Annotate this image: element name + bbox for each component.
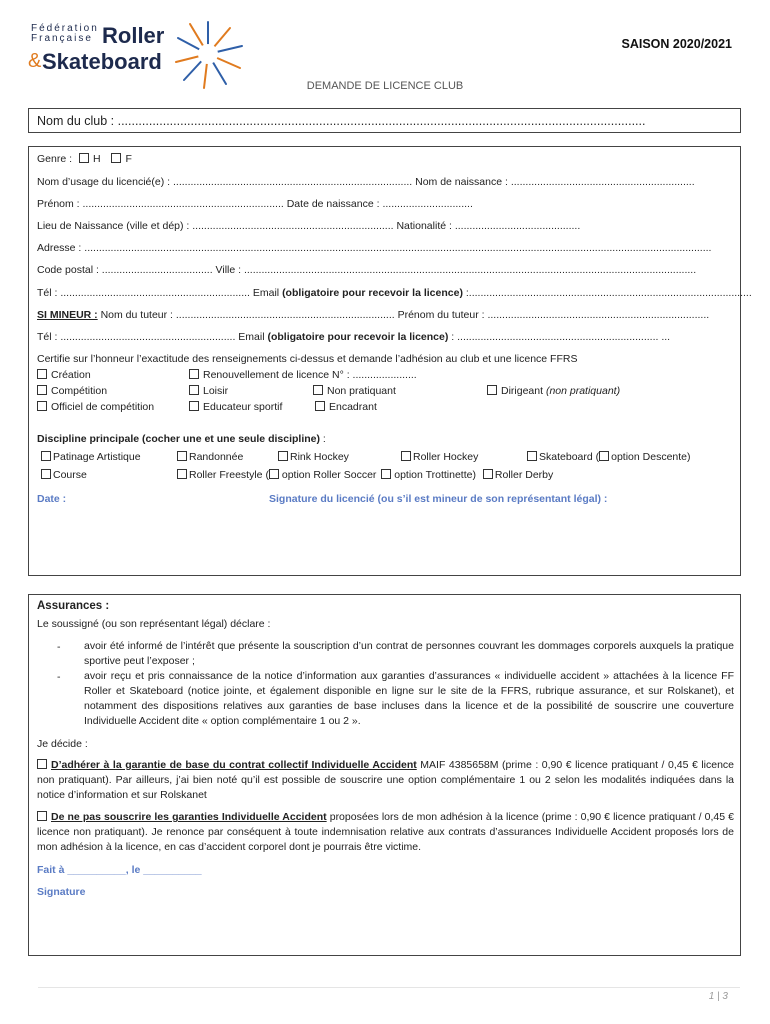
soccer-label: option Roller Soccer — [278, 469, 377, 481]
course-label: Course — [53, 469, 87, 481]
descente-label: option Descente) — [611, 451, 691, 463]
renewal-label: Renouvellement de licence N° : ...................... — [203, 369, 417, 381]
leisure-checkbox[interactable] — [189, 385, 199, 395]
derby-label: Roller Derby — [494, 469, 554, 481]
page-number: 1 | 3 — [708, 991, 728, 1002]
patinage-checkbox[interactable] — [41, 451, 51, 461]
guardian-phone-row[interactable] — [37, 331, 670, 343]
email-required-note: (obligatoire pour recevoir la licence) — [282, 287, 463, 299]
leisure-label: Loisir — [203, 385, 229, 397]
skateboard-checkbox[interactable] — [527, 451, 537, 461]
minor-label: SI MINEUR : — [37, 309, 98, 321]
insurance-title: Assurances : — [37, 600, 110, 612]
logo-line2: Française — [31, 33, 93, 44]
roller-hockey-label: Roller Hockey — [413, 451, 479, 463]
gender-f-checkbox[interactable] — [111, 153, 121, 163]
freestyle-checkbox[interactable] — [177, 469, 187, 479]
skateboard-label: Skateboard ( — [539, 451, 600, 463]
license-type-row1 — [37, 369, 91, 381]
signature-label: Signature du licencié (ou s’il est mineur de son représentant légal) : — [269, 493, 608, 505]
date-label: Date : — [37, 493, 67, 505]
rink-label: Rink Hockey — [290, 451, 349, 463]
season-label: SAISON 2020/2021 — [621, 37, 732, 51]
rink-checkbox[interactable] — [278, 451, 288, 461]
adhere-title: D’adhérer à la garantie de base du contrat collectif Individuelle Accident — [51, 759, 417, 771]
discipline-skateboard — [527, 451, 691, 463]
competition-option — [37, 385, 107, 397]
competition-checkbox[interactable] — [37, 385, 47, 395]
certify-text: Certifie sur l’honneur l’exactitude des renseignements ci-dessus et demande l’adhésion au club et une licence FFRS — [37, 353, 578, 365]
adhere-checkbox[interactable] — [37, 759, 47, 769]
freestyle-label: Roller Freestyle ( — [189, 469, 269, 481]
club-name-field[interactable]: Nom du club : ........................................................................................................................................................ — [28, 108, 741, 133]
insurance-signature-label: Signature — [37, 886, 86, 898]
insurance-bullet-1: avoir été informé de l’intérêt que présente la souscription d’un contrat de personnes couvrant les dommages corporels auxquels la pratique sportive peut l’exposer ; — [84, 640, 734, 667]
form-title: DEMANDE DE LICENCE CLUB — [306, 80, 464, 92]
supervisor-option — [315, 401, 377, 413]
renewal-option — [189, 369, 417, 381]
discipline-course — [41, 469, 87, 481]
discipline-heading — [37, 433, 326, 445]
non-practicing-label: Non pratiquant — [327, 385, 396, 397]
logo-text-federation — [31, 24, 99, 44]
insurance-signature-area[interactable] — [37, 903, 732, 951]
discipline-randonnee — [177, 451, 243, 463]
signature-area[interactable] — [37, 511, 732, 569]
first-name-field[interactable]: Prénom : ..................................................................... Date de naissance : ............................... — [37, 198, 473, 210]
gender-h-label: H — [92, 153, 101, 165]
official-label: Officiel de compétition — [51, 401, 155, 413]
guardian-email-dots: : ..................................................................... ... — [448, 331, 671, 343]
phone-email-row[interactable] — [37, 287, 752, 299]
birthplace-field[interactable]: Lieu de Naissance (ville et dép) : ..................................................................... Nationalité : ........................................... — [37, 220, 581, 232]
logo-skateboard: Skateboard — [42, 49, 162, 74]
supervisor-label: Encadrant — [329, 401, 377, 413]
adhere-text: MAIF 4385658M (prime : 0,90 € licence pratiquant / 0,45 € licence non pratiquant). Par ailleurs, j’ai bien noté qu’il est possible de souscrire une option complémentaire 1 ou 2 selon les modalités indiquées dans la notice d’information et sur Rolskanet — [37, 759, 735, 801]
option-decline — [37, 810, 734, 855]
discipline-colon: : — [320, 433, 326, 445]
randonnee-label: Randonnée — [189, 451, 244, 463]
course-checkbox[interactable] — [41, 469, 51, 479]
bullet-dash-2: - — [57, 671, 61, 683]
licensee-info-section — [28, 146, 752, 576]
email-dots: :................................................................................................. — [462, 287, 752, 299]
manager-checkbox[interactable] — [487, 385, 497, 395]
decline-text: proposées lors de mon adhésion à la licence (prime : 0,90 € licence pratiquant / 0,45 € licence non pratiquant). Je renonce par conséquent à toute indemnisation relative aux contrats d’assurances Individuelle Accident proposés lors de mon adhésion à la licence, en cas d’accident corporel dont je pourrais être victime. — [37, 811, 734, 853]
non-practicing-option — [313, 385, 396, 397]
discipline-freestyle — [177, 469, 553, 481]
insurance-intro: Le soussigné (ou son représentant légal) déclare : — [37, 618, 271, 630]
official-checkbox[interactable] — [37, 401, 47, 411]
creation-checkbox[interactable] — [37, 369, 47, 379]
phone-label: Tél : ................................................................. Email — [37, 287, 283, 299]
gender-row — [37, 153, 132, 165]
non-practicing-checkbox[interactable] — [313, 385, 323, 395]
manager-label: Dirigeant — [501, 385, 544, 397]
logo-line1: Fédération — [31, 23, 99, 34]
trottinette-checkbox[interactable] — [381, 469, 391, 479]
descente-checkbox[interactable] — [599, 451, 609, 461]
logo-roller: Roller — [102, 23, 165, 48]
usage-name-field[interactable]: Nom d’usage du licencié(e) : .................................................................................. Nom de naissance : ............................................................... — [37, 176, 695, 188]
manager-option — [487, 385, 620, 397]
gender-h-checkbox[interactable] — [79, 153, 89, 163]
gender-label: Genre : — [37, 153, 73, 165]
decline-title: De ne pas souscrire les garanties Individuelle Accident — [51, 811, 327, 823]
minor-row[interactable] — [37, 309, 709, 321]
supervisor-checkbox[interactable] — [315, 401, 325, 411]
derby-checkbox[interactable] — [483, 469, 493, 479]
leisure-option — [189, 385, 228, 397]
patinage-label: Patinage Artistique — [53, 451, 141, 463]
bullet-dash-1: - — [57, 641, 61, 653]
place-date-field[interactable]: Fait à __________, le __________ — [37, 864, 202, 876]
decide-label: Je décide : — [37, 738, 88, 750]
guardian-email-note: (obligatoire pour recevoir la licence) — [267, 331, 449, 343]
discipline-patinage — [41, 451, 141, 463]
official-option — [37, 401, 154, 413]
option-adhere — [37, 758, 734, 803]
gender-f-label: F — [125, 153, 132, 165]
postal-code-field[interactable]: Code postal : ...................................... Ville : ........................................................................................................................................................... — [37, 264, 697, 276]
competition-label: Compétition — [51, 385, 108, 397]
decline-checkbox[interactable] — [37, 811, 47, 821]
discipline-title: Discipline principale (cocher une et une seule discipline) — [37, 433, 320, 445]
logo-ampersand: & — [28, 50, 42, 72]
randonnee-checkbox[interactable] — [177, 451, 187, 461]
insurance-bullet-2: avoir reçu et pris connaissance de la notice d’information aux garanties d’assurances « individuelle accident » attachées à la licence FF Roller et Skateboard (notice jointe, et également disponible en ligne sur le site de la FFRS, rubrique assurance, et sur Rolskanet), et notamment des dispositions relatives aux garanties de base incluses dans la licence et de la possibilité de souscrire une couverture Individuelle Accident dite « option complémentaire 1 ou 2 ». — [84, 670, 734, 727]
renewal-checkbox[interactable] — [189, 369, 199, 379]
address-field[interactable]: Adresse : ....................................................................................................................................................................................................................... — [37, 242, 712, 254]
educator-label: Educateur sportif — [203, 401, 283, 413]
creation-label: Création — [51, 369, 91, 381]
insurance-section — [28, 594, 741, 956]
footer-divider — [38, 987, 740, 988]
educator-option — [189, 401, 282, 413]
roller-hockey-checkbox[interactable] — [401, 451, 411, 461]
guardian-phone-label: Tél : ............................................................ Email — [37, 331, 268, 343]
trottinette-label: option Trottinette) — [391, 469, 476, 481]
soccer-checkbox[interactable] — [269, 469, 279, 479]
discipline-roller-hockey — [401, 451, 478, 463]
discipline-rink — [278, 451, 349, 463]
manager-note: (non pratiquant) — [545, 385, 621, 397]
educator-checkbox[interactable] — [189, 401, 199, 411]
guardian-name-field: Nom du tuteur : ........................................................................... Prénom du tuteur : ............................................................................ — [97, 309, 710, 321]
